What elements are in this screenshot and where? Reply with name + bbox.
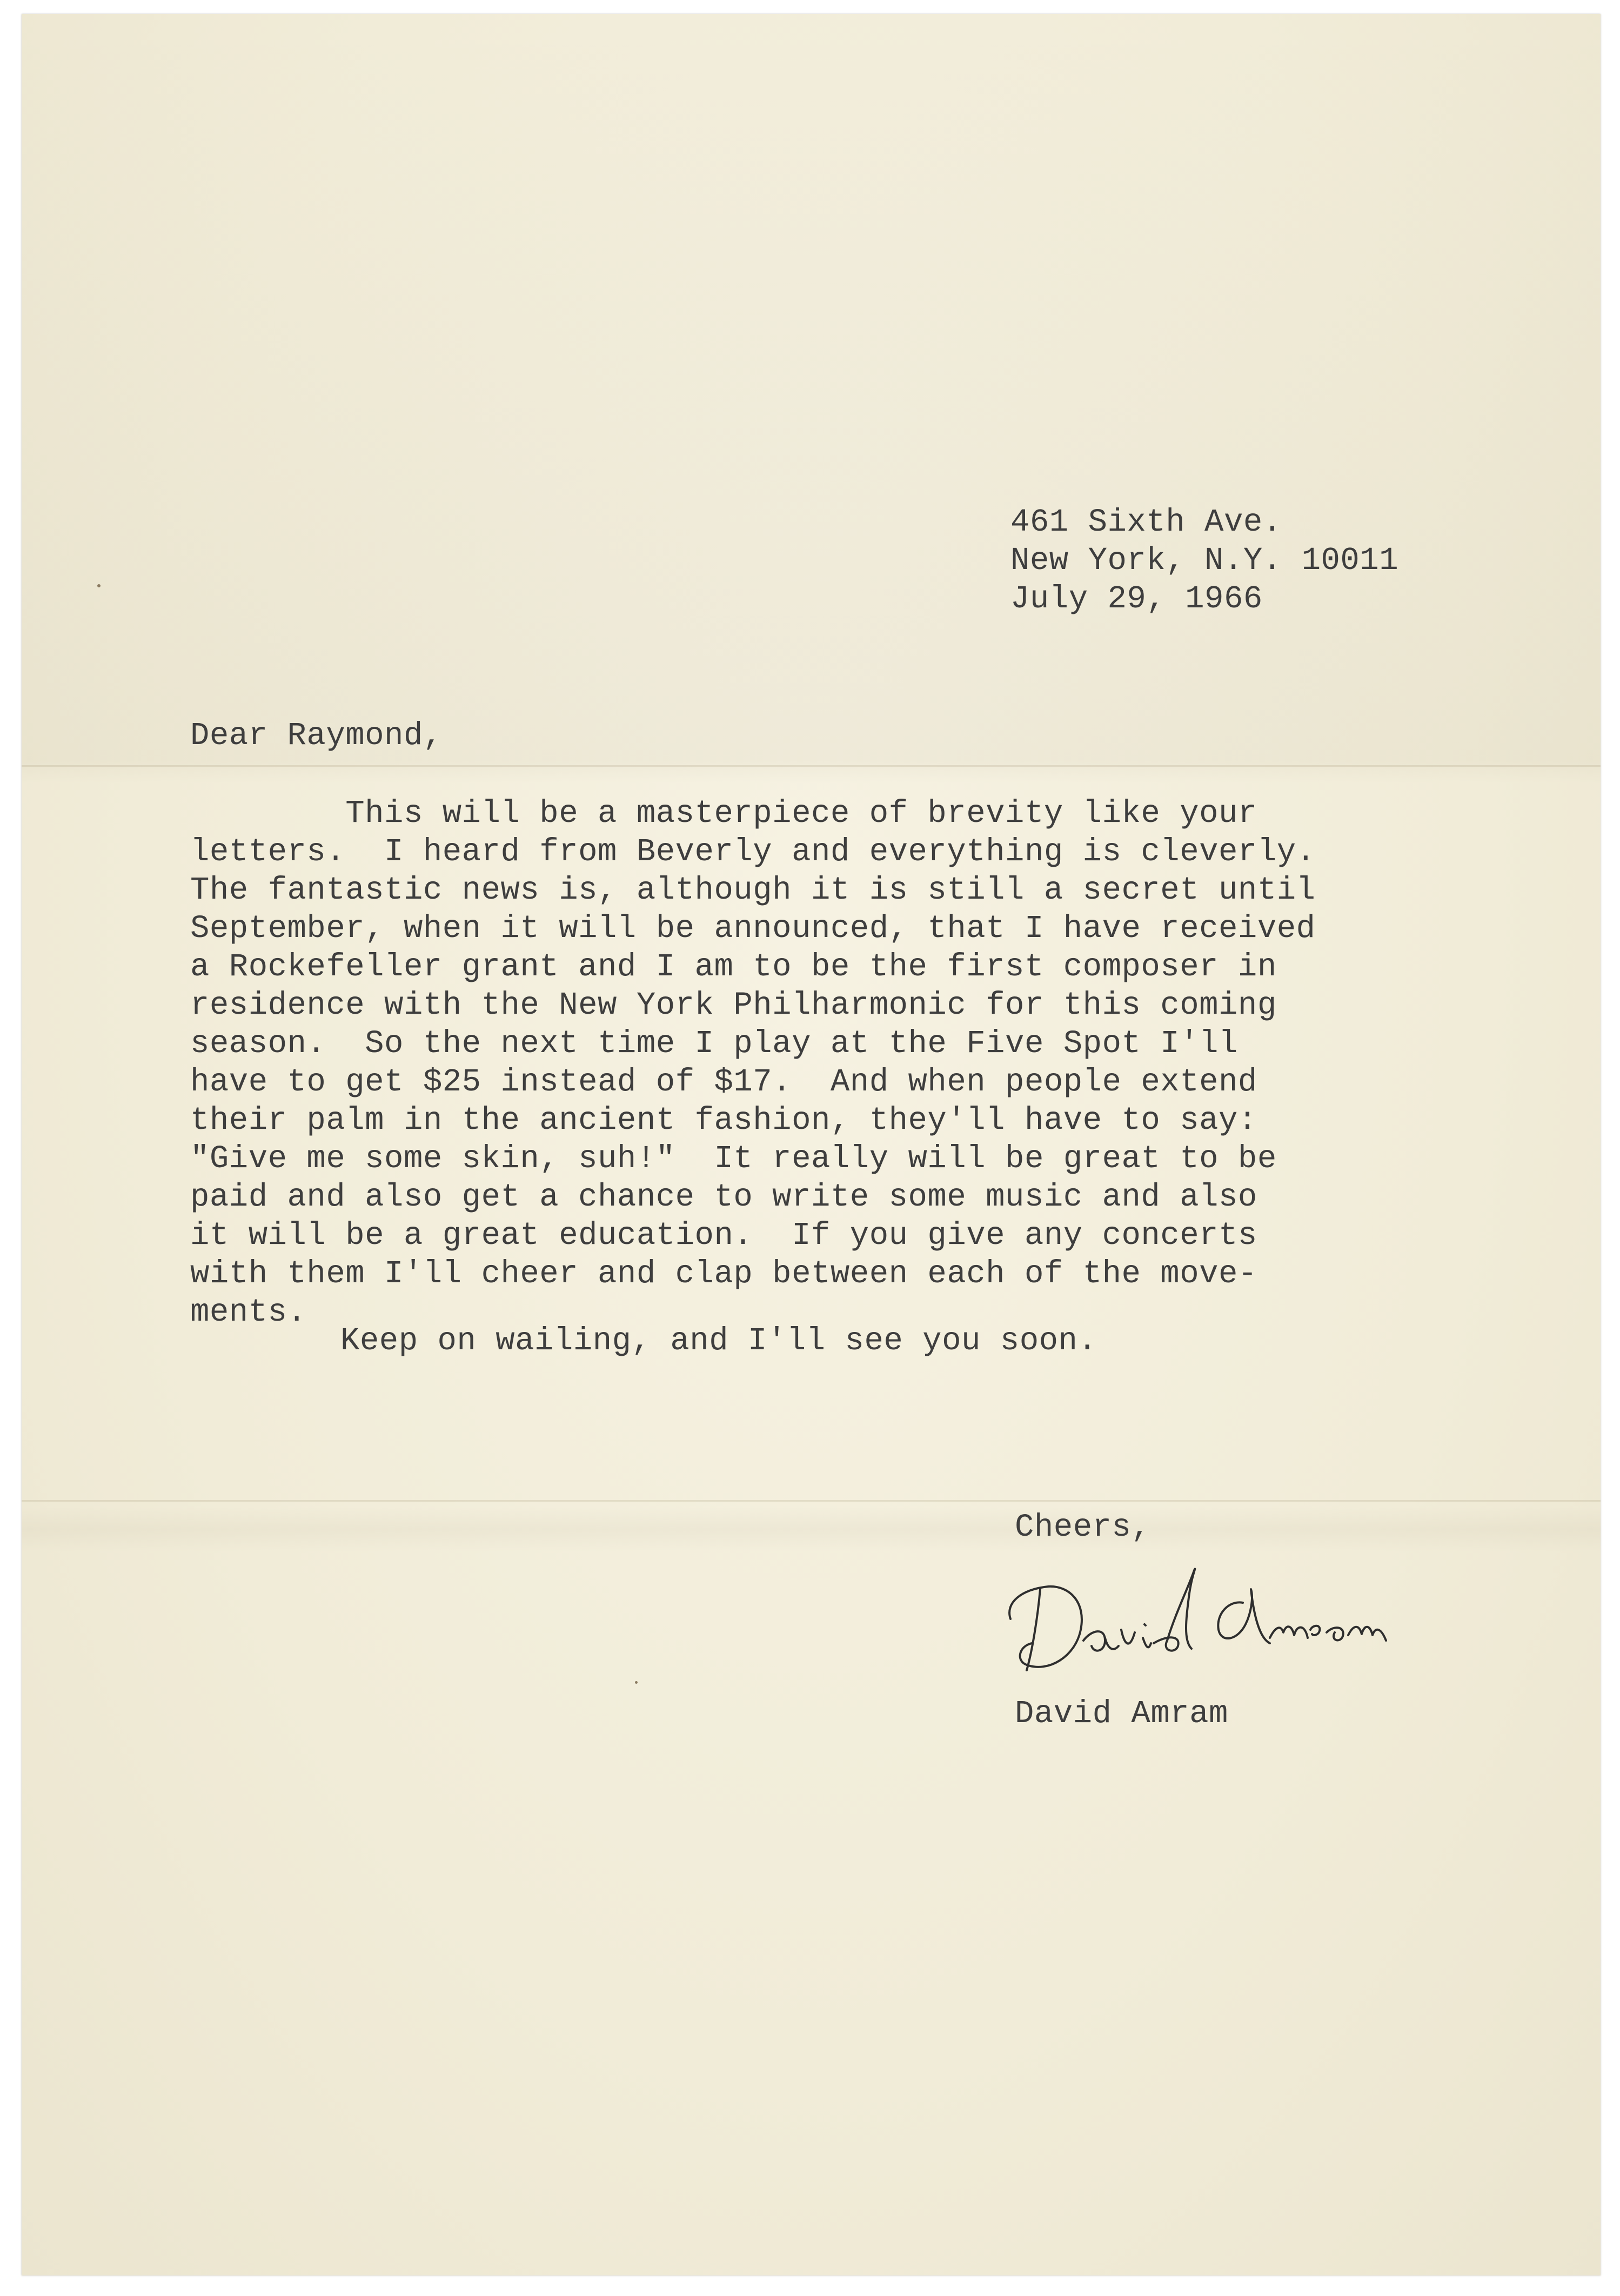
sign-off: Cheers, [1015, 1509, 1151, 1545]
body-line: September, when it will be announced, that I have received [190, 911, 1316, 947]
letter-body [190, 794, 1316, 1331]
body-line: ments. [190, 1294, 307, 1330]
body-line: with them I'll cheer and clap between each of the move- [190, 1256, 1257, 1292]
closing-line: Keep on wailing, and I'll see you soon. [340, 1323, 1097, 1359]
typed-signature-name: David Amram [1015, 1696, 1228, 1732]
address-street: 461 Sixth Ave. [1010, 504, 1282, 540]
handwritten-signature [989, 1538, 1459, 1700]
body-line: "Give me some skin, suh!" It really will be great to be [190, 1141, 1277, 1177]
address-city: New York, N.Y. 10011 [1010, 543, 1399, 579]
body-line: a Rockefeller grant and I am to be the first composer in [190, 949, 1277, 985]
body-line: The fantastic news is, although it is still a secret until [190, 872, 1316, 908]
paper-fold-line [22, 1500, 1601, 1502]
body-line: residence with the New York Philharmonic for this coming [190, 987, 1277, 1023]
body-line: paid and also get a chance to write some music and also [190, 1179, 1257, 1215]
body-line: it will be a great education. If you give any concerts [190, 1217, 1257, 1254]
letter-sheet [22, 14, 1601, 2275]
salutation: Dear Raymond, [190, 718, 443, 754]
paper-speck [97, 584, 101, 587]
body-line: have to get $25 instead of $17. And when people extend [190, 1064, 1257, 1100]
sender-address-block [1010, 503, 1398, 618]
paper-fold-line [22, 765, 1601, 767]
paper-speck [635, 1681, 638, 1684]
body-line: This will be a masterpiece of brevity like your [190, 795, 1257, 832]
body-line: season. So the next time I play at the Five Spot I'll [190, 1026, 1238, 1062]
body-line: their palm in the ancient fashion, they'll have to say: [190, 1102, 1257, 1139]
body-line: letters. I heard from Beverly and everything is cleverly. [190, 834, 1316, 870]
letter-date: July 29, 1966 [1010, 581, 1263, 617]
